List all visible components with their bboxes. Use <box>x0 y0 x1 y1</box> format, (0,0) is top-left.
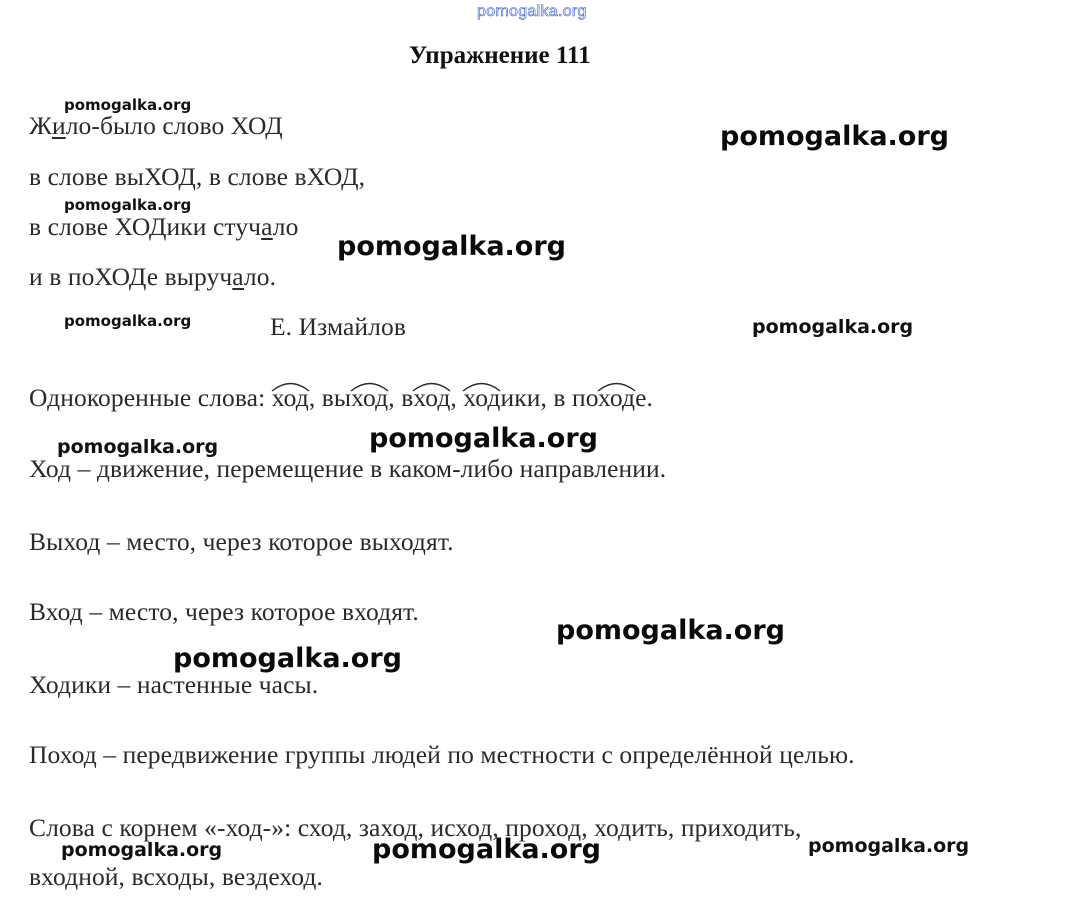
poem-line-1-underlined: и <box>51 111 66 140</box>
root-words-line-2: входной, всходы, вездеход. <box>29 862 323 891</box>
root-arc-path <box>351 384 388 392</box>
watermark: pomogalka.org <box>556 615 785 646</box>
root-arc-path <box>463 384 500 392</box>
poem-author: Е. Измайлов <box>270 312 406 341</box>
watermark: pomogalka.org <box>61 839 223 861</box>
poem-line-4-part: и в поХОДе выруч <box>29 262 233 291</box>
watermark-top: pomogalka.org <box>477 3 587 20</box>
root-arc-mark <box>597 380 636 392</box>
root-arc-mark <box>350 380 389 392</box>
suffix-part: ики <box>500 383 541 412</box>
root-word-pohod: ход <box>597 383 636 412</box>
root-arc-mark <box>412 380 451 392</box>
root-arc-path <box>598 384 635 392</box>
root-word-hod: ход <box>271 383 309 412</box>
root-word-vyhod: ход <box>351 383 389 412</box>
definition-hod: Ход – движение, перемещение в каком-либо направлении. <box>29 454 667 483</box>
cognates-prefix: Однокоренные слова: <box>29 383 272 412</box>
separator: , <box>388 383 402 412</box>
cognates-line <box>29 383 653 413</box>
watermark: pomogalka.org <box>369 423 598 454</box>
watermark: pomogalka.org <box>173 643 402 674</box>
poem-line-4-part: ло. <box>243 262 277 291</box>
separator: , <box>450 383 464 412</box>
watermark: pomogalka.org <box>64 196 192 214</box>
ending-part: е. <box>635 383 653 412</box>
root-word-vhod: ход <box>413 383 451 412</box>
separator: , в <box>540 383 573 412</box>
watermark: pomogalka.org <box>752 316 914 338</box>
poem-line-3 <box>29 212 298 242</box>
page-title: Упражнение 111 <box>409 42 591 69</box>
watermark: pomogalka.org <box>57 436 219 458</box>
watermark: pomogalka.org <box>64 312 192 330</box>
poem-line-3-underlined: а <box>261 212 273 241</box>
poem-line-1-part: ло-было слово ХОД <box>65 111 283 140</box>
root-words-line-1: Слова с корнем «-ход-»: сход, заход, исход, проход, ходить, приходить, <box>29 813 802 842</box>
root-arc-path <box>413 384 450 392</box>
prefix-part: вы <box>321 383 352 412</box>
watermark: pomogalka.org <box>808 835 970 857</box>
definition-hodiki: Ходики – настенные часы. <box>29 670 319 699</box>
poem-line-1 <box>29 111 283 141</box>
poem-line-1-part: Ж <box>29 111 52 140</box>
watermark: pomogalka.org <box>337 231 566 262</box>
definition-pohod: Поход – передвижение группы людей по местности с определённой целью. <box>29 740 855 769</box>
root-word-hodiki: ход <box>463 383 501 412</box>
prefix-part: по <box>572 383 598 412</box>
poem-line-4-underlined: а <box>232 262 244 291</box>
poem-line-3-part: ло <box>272 212 299 241</box>
poem-line-2: в слове выХОД, в слове вХОД, <box>29 162 366 191</box>
definition-vhod: Вход – место, через которое входят. <box>29 597 419 626</box>
definition-vyhod: Выход – место, через которое выходят. <box>29 527 454 556</box>
separator: , <box>308 383 322 412</box>
root-arc-mark <box>462 380 501 392</box>
watermark: pomogalka.org <box>64 96 192 114</box>
watermark: pomogalka.org <box>720 121 949 152</box>
root-arc-mark <box>271 380 310 392</box>
root-arc-path <box>272 384 309 392</box>
prefix-part: в <box>401 383 414 412</box>
poem-line-4 <box>29 262 276 292</box>
poem-line-3-part: в слове ХОДики стуч <box>29 212 262 241</box>
watermark: pomogalka.org <box>372 834 601 865</box>
